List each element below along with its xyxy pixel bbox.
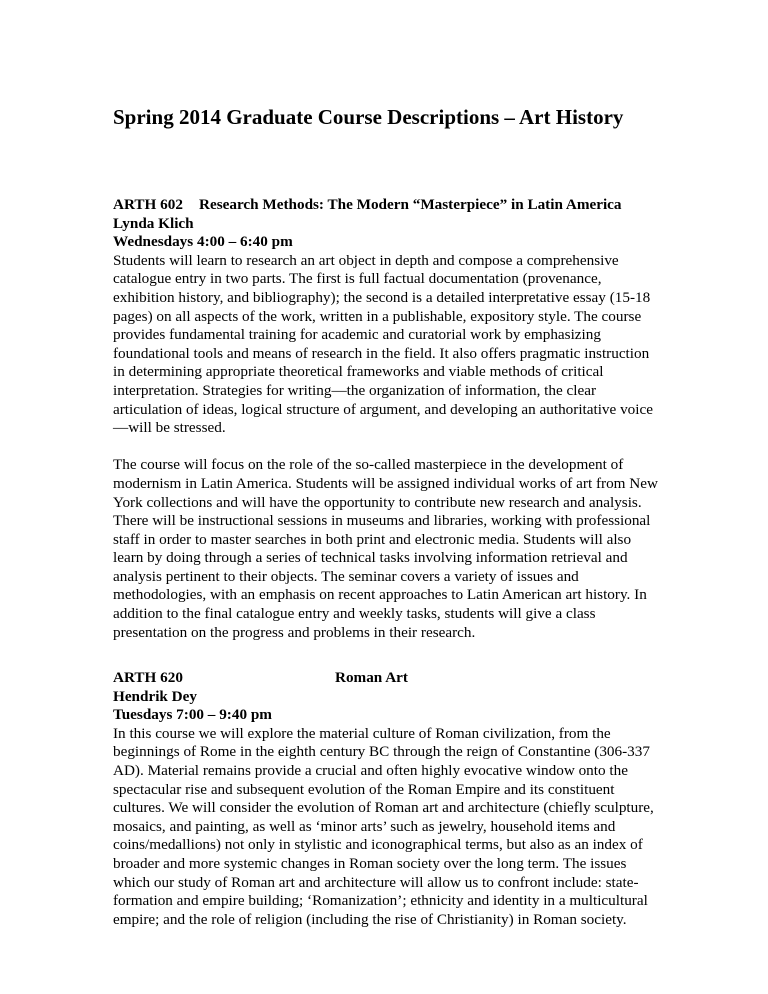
course-arth-620 xyxy=(113,669,658,929)
course-schedule: Tuesdays 7:00 – 9:40 pm xyxy=(113,706,272,724)
course-description-paragraph: In this course we will explore the material culture of Roman civilization, from the beginnings of Rome in the eighth century BC through the reign of Constantine (306-337 AD). Material remains provide a crucial and often highly evocative window onto the spectacular rise and subsequent evolution of the Roman Empire and its constituent cultures. We will consider the evolution of Roman art and architecture (chiefly sculpture, mosaics, and painting, as well as ‘minor arts’ such as jewelry, household items and coins/medallions) not only in stylistic and iconographical terms, but also as an index of broader and more systemic changes in Roman society over the long term. The issues which our study of Roman art and architecture will allow us to confront include: state-formation and empire building; ‘Romanization’; ethnicity and identity in a multicultural empire; and the role of religion (including the rise of Christianity) in Roman society. xyxy=(113,724,654,928)
course-instructor: Hendrik Dey xyxy=(113,687,197,705)
course-description-paragraph: Students will learn to research an art object in depth and compose a comprehensive catalogue entry in two parts. The first is full factual documentation (provenance, exhibition history, and bibliography); the second is a detailed interpretative essay (15-18 pages) on all aspects of the work, written in a publishable, expository style. The course provides fundamental training for academic and curatorial work by emphasizing foundational tools and means of research in the field. It also offers pragmatic instruction in determining appropriate theoretical frameworks and viable methods of critical interpretation. Strategies for writing—the organization of information, the clear articulation of ideas, logical structure of argument, and developing an authoritative voice—will be stressed. xyxy=(113,251,653,437)
course-schedule: Wednesdays 4:00 – 6:40 pm xyxy=(113,233,293,251)
course-instructor: Lynda Klich xyxy=(113,214,194,232)
course-arth-602 xyxy=(113,196,658,642)
course-code: ARTH 602 xyxy=(113,196,183,213)
course-title: Research Methods: The Modern “Masterpiece” in Latin America xyxy=(199,196,622,213)
course-code: ARTH 620 xyxy=(113,669,183,686)
course-title: Roman Art xyxy=(335,669,408,686)
course-header xyxy=(113,669,658,688)
course-description-paragraph: The course will focus on the role of the so-called masterpiece in the development of modernism in Latin America. Students will be assigned individual works of art from New York collections and will have the opportunity to contribute new research and analysis. There will be instructional sessions in museums and libraries, working with professional staff in order to master searches in both print and electronic media. Students will also learn by doing through a series of technical tasks involving information retrieval and analysis pertinent to their objects. The seminar covers a variety of issues and methodologies, with an emphasis on recent approaches to Latin American art history. In addition to the final catalogue entry and weekly tasks, students will give a class presentation on the progress and problems in their research. xyxy=(113,456,658,641)
course-header xyxy=(113,196,658,215)
document-title: Spring 2014 Graduate Course Descriptions – Art History xyxy=(113,105,624,129)
